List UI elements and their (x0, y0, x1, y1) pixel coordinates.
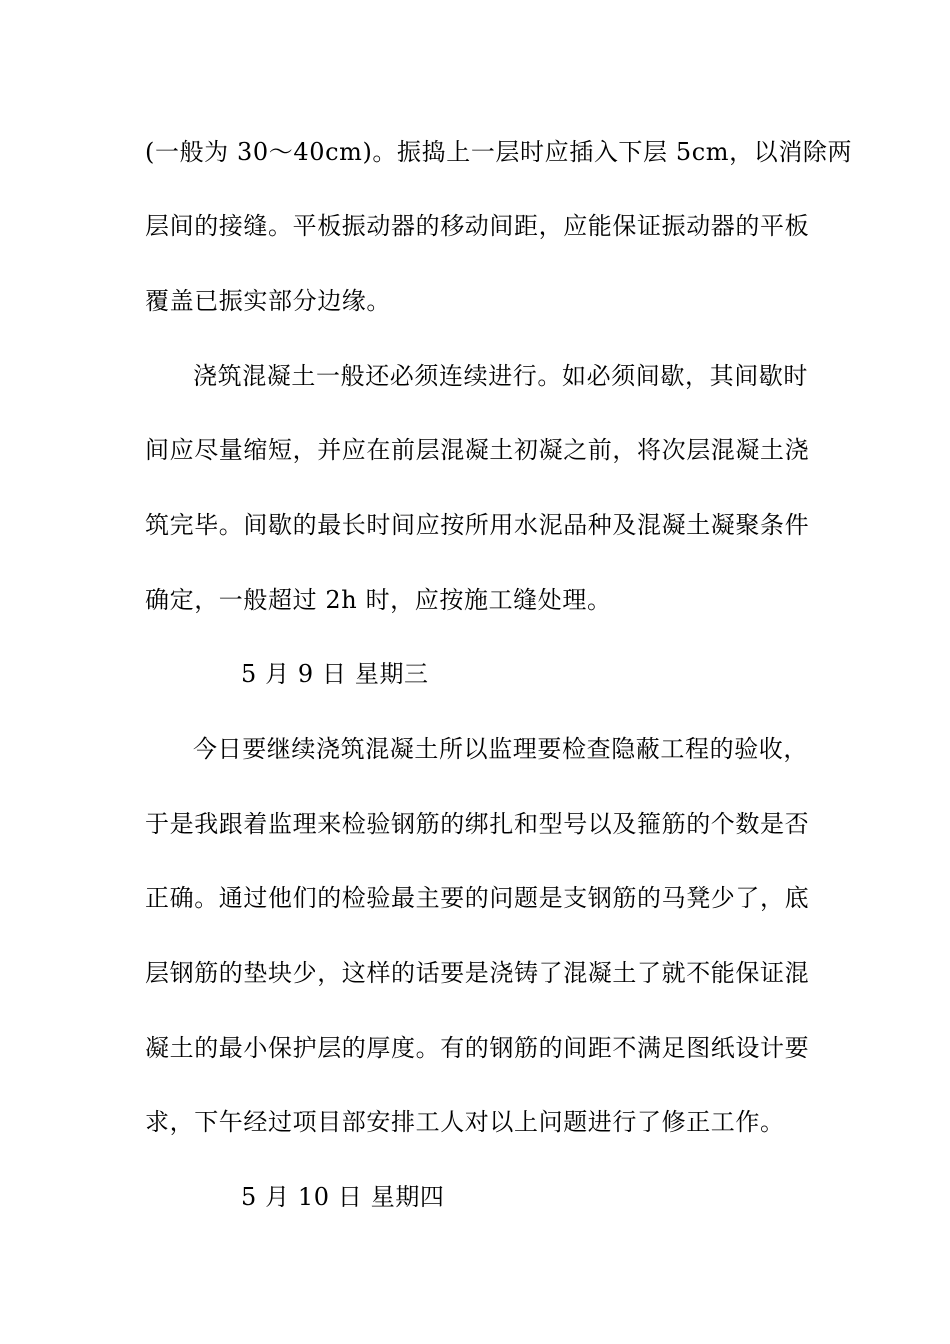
text-line: (一般为 30～40cm)。振捣上一层时应插入下层 5cm，以消除两 (145, 138, 853, 166)
text-line: 凝土的最小保护层的厚度。有的钢筋的间距不满足图纸设计要 (145, 1034, 810, 1062)
text-line: 正确。通过他们的检验最主要的问题是支钢筋的马凳少了，底 (145, 884, 810, 912)
text-line: 今日要继续浇筑混凝土所以监理要检查隐蔽工程的验收， (193, 735, 808, 763)
text-line: 于是我跟着监理来检验钢筋的绑扎和型号以及箍筋的个数是否 (145, 810, 810, 838)
text-line: 层间的接缝。平板振动器的移动间距，应能保证振动器的平板 (145, 212, 810, 240)
date-heading: 5 月 9 日 星期三 (241, 660, 429, 688)
text-line: 层钢筋的垫块少，这样的话要是浇铸了混凝土了就不能保证混 (145, 959, 810, 987)
text-line: 间应尽量缩短，并应在前层混凝土初凝之前，将次层混凝土浇 (145, 436, 810, 464)
text-line: 覆盖已振实部分边缘。 (145, 287, 391, 315)
text-line: 求，下午经过项目部安排工人对以上问题进行了修正工作。 (145, 1108, 785, 1136)
text-line: 筑完毕。间歇的最长时间应按所用水泥品种及混凝土凝聚条件 (145, 511, 810, 539)
text-line: 浇筑混凝土一般还必须连续进行。如必须间歇，其间歇时 (193, 362, 808, 390)
text-line: 确定，一般超过 2h 时，应按施工缝处理。 (145, 586, 612, 614)
date-heading: 5 月 10 日 星期四 (241, 1183, 445, 1211)
